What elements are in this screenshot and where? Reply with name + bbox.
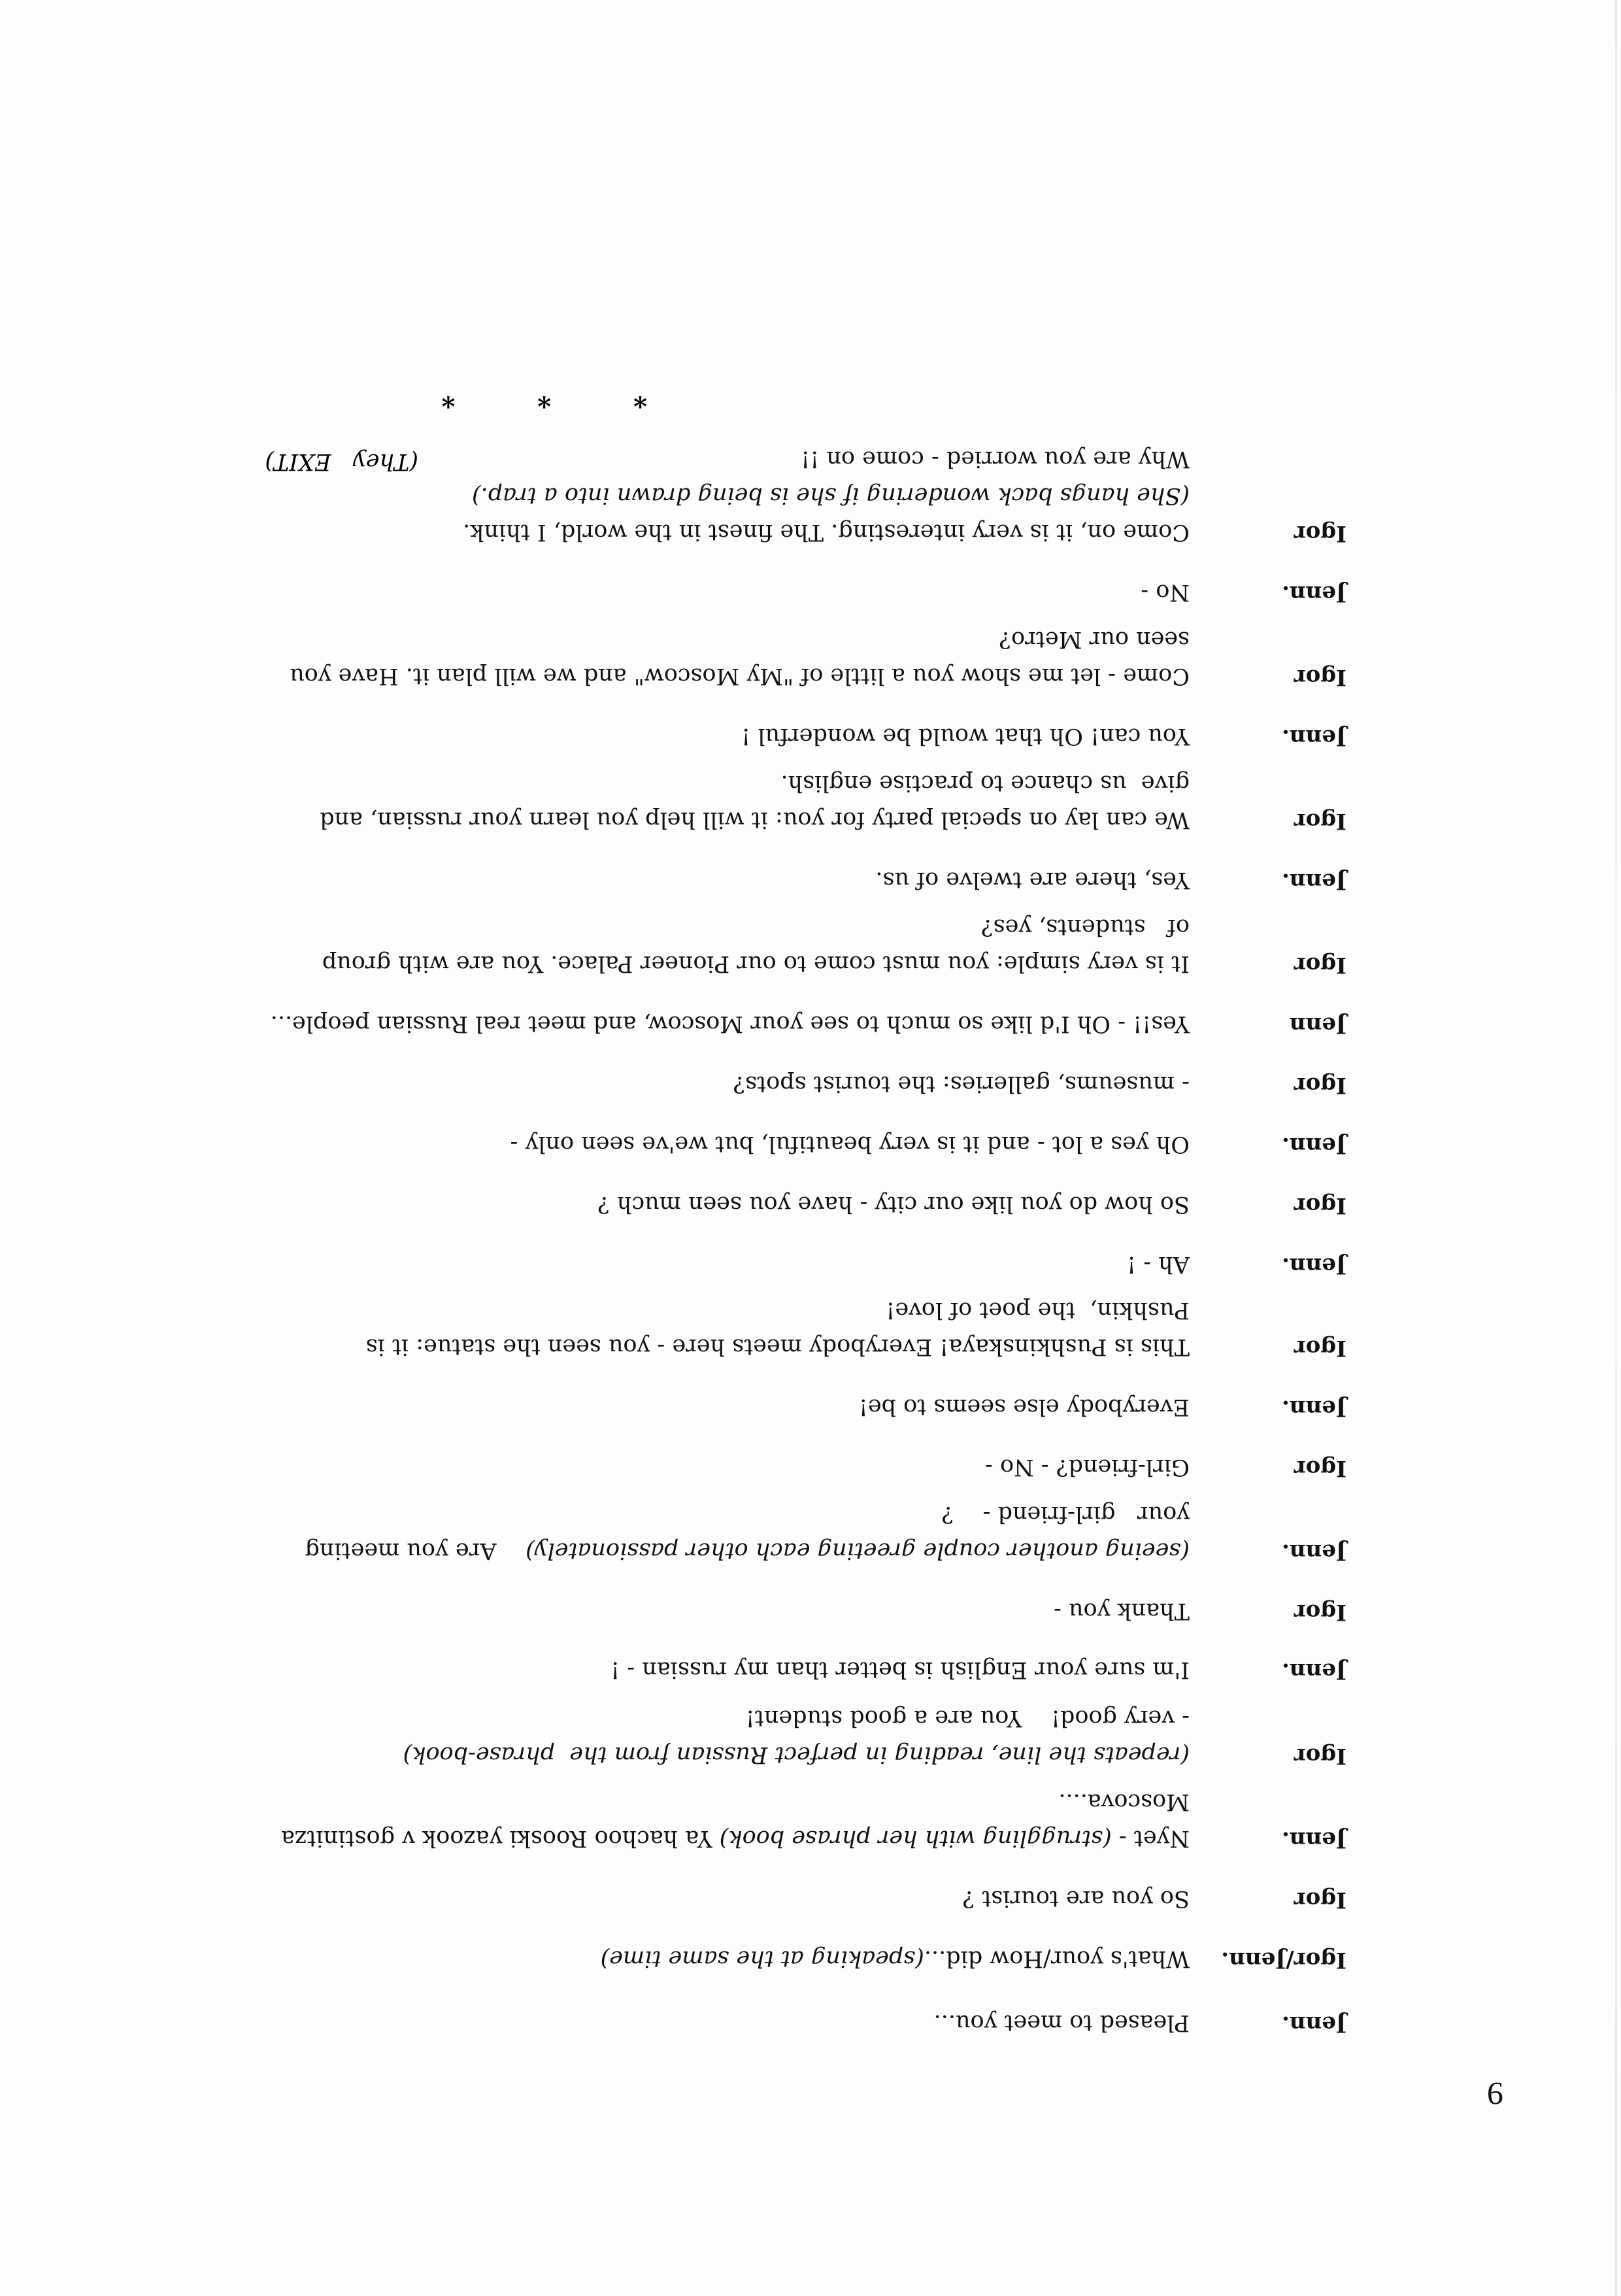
stage-direction: (repeats the line, reading in perfect Russian from the phrase-book) [403,1742,1190,1768]
exit-stage-direction: (They EXIT) [265,448,418,475]
speaker-name: Igor/Jenn. [1221,1947,1346,1973]
spoken-text: Why are you worried - come on !! [801,446,1190,472]
speaker-name: Jenn. [1282,1658,1346,1684]
speech-text [235,621,1190,694]
speaker-name: Jenn [1289,1012,1346,1038]
stage-direction: (struggling with her phrase book) [719,1825,1112,1851]
speaker-name: Igor [1294,664,1346,690]
spoken-text: Yes, there are twelve of us. [875,867,1190,893]
speech-text [235,574,1190,611]
speech-text [235,1246,1190,1283]
spoken-text: This is Pushkinskaya! Everybody meets here - you seen the statue: it is Pushkin, the poet of love! [365,1297,1190,1360]
scene-separator: * * * [405,382,647,413]
speech-text [235,1700,1190,1773]
speech-text [235,1593,1190,1629]
speech-text [235,909,1190,982]
speech-text [235,1005,1190,1042]
speaker-name: Jenn. [1282,581,1346,607]
speaker-name: Igor [1294,1887,1346,1913]
speech-text [235,1880,1190,1917]
spoken-text: - museums, galleries: the tourist spots? [733,1071,1190,1097]
speaker-name: Jenn. [1282,2011,1346,2037]
speaker-name: Jenn. [1282,1132,1346,1158]
page-number: 9 [1487,2076,1503,2112]
speech-text [235,862,1190,898]
speech-text [235,2004,1190,2041]
spoken-text: So you are tourist ? [962,1885,1190,1912]
spoken-text: You can! Oh that would be wonderful ! [741,723,1190,749]
spoken-text: Ah - ! [1127,1251,1190,1277]
speaker-name: Jenn. [1282,868,1346,894]
spoken-text: Nyet - [1111,1825,1190,1851]
stage-direction: (seeing another couple greeting each other passionately) [526,1538,1190,1564]
speaker-name: Jenn. [1282,1395,1346,1421]
spoken-text: Thank you - [1054,1598,1190,1624]
speaker-name: Igor [1294,1192,1346,1219]
speaker-name: Jenn. [1282,1539,1346,1565]
spoken-text: Are you meeting your girl-friend - ? [305,1501,1190,1564]
spoken-text: We can lay on special party for you: it will help you learn your russian, and give us chance to practise english. [320,770,1190,833]
speaker-name: Jenn. [1282,1827,1346,1853]
spoken-text: It is very simple: you must come to our Pioneer Palace. You are with group of students, yes? [322,914,1190,977]
speech-text [235,1186,1190,1223]
speaker-name: Igor [1294,1599,1346,1625]
spoken-text: I'm sure your English is better than my russian - ! [610,1657,1190,1683]
spoken-text: - very good! You are a good student! [745,1705,1190,1731]
stage-direction: (speaking at the same time) [600,1946,924,1972]
stage-direction: (She hangs back wondering if she is being drawn into a trap.) [471,482,1190,509]
spoken-text: Oh yes a lot - and it is very beautiful, but we've seen only - [510,1131,1190,1157]
spoken-text: What's your/How did... [924,1946,1190,1972]
spoken-text: Yes!! - Oh I'd like so much to see your Moscow, and meet real Russian people... [270,1011,1190,1037]
spoken-text: Girl-friend? - No - [985,1454,1190,1480]
speaker-name: Igor [1294,952,1346,978]
spoken-text: No - [1141,579,1190,605]
speaker-name: Jenn. [1282,1253,1346,1279]
speech-text [235,1496,1190,1569]
speech-text [235,1292,1190,1365]
spoken-text: Pleased to meet you... [933,2010,1190,2036]
spoken-text: Come on, it is very interesting. The finest in the world, I think. [463,519,1190,545]
speaker-name: Igor [1294,808,1346,834]
speech-text [235,1066,1190,1102]
speech-text [235,765,1190,838]
speaker-name: Jenn. [1282,724,1346,751]
speaker-name: Igor [1294,1335,1346,1361]
speaker-name: Igor [1294,1455,1346,1481]
speech-text [235,1783,1190,1857]
speaker-name: Igor [1294,520,1346,547]
speaker-name: Igor [1294,1743,1346,1769]
speech-text [235,1389,1190,1425]
spoken-text: So how do you like our city - have you seen much ? [597,1191,1190,1217]
speech-text [235,1126,1190,1162]
speech-text [235,1449,1190,1485]
speech-text [235,1940,1190,1977]
spoken-text: Come - let me show you a little of "My Moscow" and we will plan it. Have you seen our Metro? [290,626,1190,689]
spoken-text: Ya hachoo Rooski yazook v gostinitza Moscova.... [274,1789,1190,1851]
speech-text [235,718,1190,754]
speech-text [235,1651,1190,1688]
speaker-name: Igor [1294,1072,1346,1098]
spoken-text: Everybody else seems to be! [858,1394,1190,1420]
